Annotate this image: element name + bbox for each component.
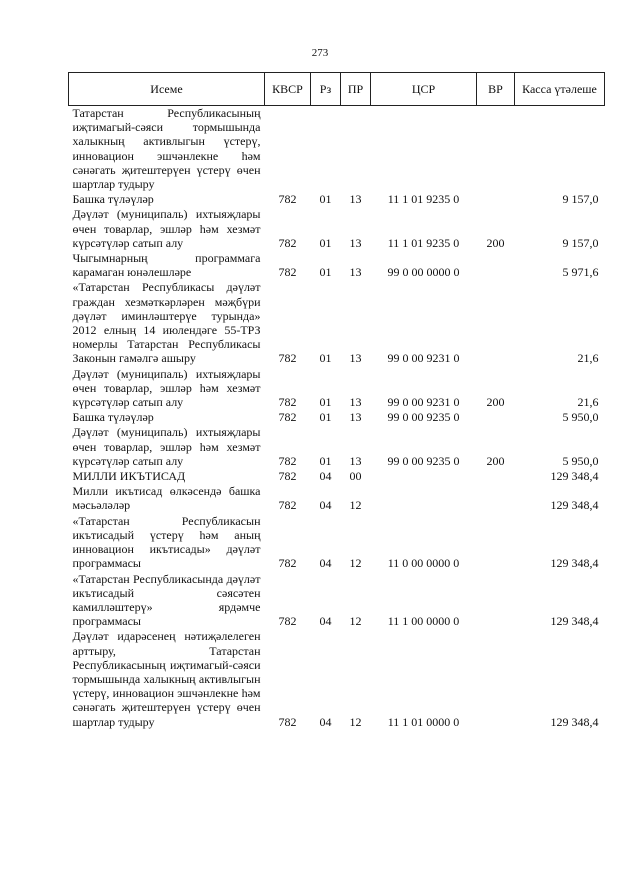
row-pr: 13 xyxy=(349,395,362,410)
row-csr: 99 0 00 9235 0 xyxy=(387,453,460,468)
row-pr: 12 xyxy=(349,498,362,513)
row-name: «Татарстан Республикасы дәүләт граждан хезмәткәрләрен мәҗбүри дәүләт иминләштерүе турында» 2012 елның 14 июлендәге 55-ТРЗ номерлы Татарстан Республикасы Законын гамәлгә ашыру xyxy=(72,280,261,366)
row-kvsr: 782 xyxy=(278,395,297,410)
row-pr: 00 xyxy=(349,469,362,484)
row-rz: 04 xyxy=(319,556,332,571)
table-row xyxy=(69,469,605,484)
table-row xyxy=(69,207,605,251)
row-name: МИЛЛИ ИКЪТИСАД xyxy=(72,469,186,484)
row-csr: 99 0 00 9235 0 xyxy=(387,410,460,425)
header-kvsr: КВСР xyxy=(265,73,311,106)
row-sum: 129 348,4 xyxy=(550,498,599,513)
row-pr: 13 xyxy=(349,410,362,425)
row-name: «Татарстан Республикасында дәүләт икътисадый сәясәтен камилләштерү» ярдәмче программасы xyxy=(72,571,261,629)
row-rz: 01 xyxy=(319,395,332,410)
row-sum: 21,6 xyxy=(577,351,599,366)
row-rz: 04 xyxy=(319,614,332,629)
row-rz: 01 xyxy=(319,192,332,207)
row-vr xyxy=(477,106,515,193)
header-csr: ЦСР xyxy=(371,73,477,106)
row-sum: 5 950,0 xyxy=(562,453,599,468)
header-rz: Рз xyxy=(311,73,341,106)
row-kvsr: 782 xyxy=(278,265,297,280)
row-vr: 200 xyxy=(486,453,505,468)
header-vr: ВР xyxy=(477,73,515,106)
row-rz: 01 xyxy=(319,265,332,280)
row-vr xyxy=(477,251,515,280)
table-row xyxy=(69,572,605,630)
table-row xyxy=(69,251,605,280)
row-kvsr: 782 xyxy=(278,351,297,366)
row-sum: 5 971,6 xyxy=(562,265,599,280)
row-pr: 13 xyxy=(349,351,362,366)
row-vr: 200 xyxy=(486,395,505,410)
row-csr: 11 1 01 9235 0 xyxy=(387,235,460,250)
row-rz: 04 xyxy=(319,469,332,484)
row-kvsr: 782 xyxy=(278,235,297,250)
row-name: Дәүләт (муниципаль) ихтыяҗлары өчен товарлар, эшләр һәм хезмәт күрсәтүләр сатып алу xyxy=(72,425,261,468)
table-body xyxy=(69,106,605,730)
row-sum: 129 348,4 xyxy=(550,714,599,729)
budget-execution-table xyxy=(68,72,605,730)
table-row xyxy=(69,484,605,513)
table-row xyxy=(69,192,605,207)
row-sum xyxy=(515,106,605,193)
row-vr xyxy=(477,629,515,729)
row-csr xyxy=(371,106,477,193)
row-sum: 9 157,0 xyxy=(562,235,599,250)
row-rz: 04 xyxy=(319,498,332,513)
row-name: «Татарстан Республикасын икътисадый үстерү һәм аның инновацион икътисады» дәүләт программасы xyxy=(72,513,261,571)
row-name: Чыгымнарның программага карамаган юнәлешләре xyxy=(72,251,261,280)
row-csr xyxy=(371,484,477,513)
row-csr xyxy=(371,469,477,484)
row-sum: 21,6 xyxy=(577,395,599,410)
row-csr: 99 0 00 9231 0 xyxy=(387,351,460,366)
row-kvsr: 782 xyxy=(278,714,297,729)
row-csr: 11 0 00 0000 0 xyxy=(387,556,460,571)
row-rz: 01 xyxy=(319,351,332,366)
row-kvsr: 782 xyxy=(278,192,297,207)
row-vr xyxy=(477,192,515,207)
row-vr xyxy=(477,572,515,630)
row-pr: 12 xyxy=(349,556,362,571)
row-kvsr: 782 xyxy=(278,469,297,484)
row-kvsr: 782 xyxy=(278,410,297,425)
table-header xyxy=(69,73,605,106)
header-pr: ПР xyxy=(341,73,371,106)
row-kvsr: 782 xyxy=(278,453,297,468)
row-pr: 13 xyxy=(349,265,362,280)
row-kvsr: 782 xyxy=(278,614,297,629)
row-vr xyxy=(477,469,515,484)
row-vr xyxy=(477,514,515,572)
row-rz xyxy=(311,106,341,193)
row-name: Дәүләт (муниципаль) ихтыяҗлары өчен товарлар, эшләр һәм хезмәт күрсәтүләр сатып алу xyxy=(72,366,261,410)
row-rz: 01 xyxy=(319,453,332,468)
row-name: Татарстан Республикасының иҗтимагый-сәяси тормышында халыкның активлыгын үстерү, инновацион эшчәнлекнe һәм сәнәгать җитештерүен үстерү өчен шартлар тудыру xyxy=(72,106,261,192)
table-row xyxy=(69,367,605,411)
row-pr: 13 xyxy=(349,192,362,207)
row-csr: 99 0 00 0000 0 xyxy=(387,265,460,280)
row-vr xyxy=(477,410,515,425)
table-row xyxy=(69,514,605,572)
table-row xyxy=(69,425,605,469)
table-row xyxy=(69,280,605,366)
row-sum: 9 157,0 xyxy=(562,192,599,207)
row-rz: 01 xyxy=(319,235,332,250)
row-sum: 5 950,0 xyxy=(562,410,599,425)
row-rz: 04 xyxy=(319,714,332,729)
row-pr: 13 xyxy=(349,235,362,250)
table-row xyxy=(69,410,605,425)
row-kvsr xyxy=(265,106,311,193)
row-csr: 11 1 00 0000 0 xyxy=(387,614,460,629)
row-csr: 99 0 00 9231 0 xyxy=(387,395,460,410)
header-name: Исеме xyxy=(69,73,265,106)
row-pr: 13 xyxy=(349,453,362,468)
row-name: Дәүләт (муниципаль) ихтыяҗлары өчен товарлар, эшләр һәм хезмәт күрсәтүләр сатып алу xyxy=(72,207,261,250)
row-csr: 11 1 01 0000 0 xyxy=(387,714,460,729)
row-vr: 200 xyxy=(486,235,505,250)
page-number: 273 xyxy=(311,47,329,59)
row-vr xyxy=(477,280,515,366)
row-kvsr: 782 xyxy=(278,556,297,571)
row-kvsr: 782 xyxy=(278,498,297,513)
row-name: Башка түләүләр xyxy=(72,410,154,425)
row-sum: 129 348,4 xyxy=(550,469,599,484)
table-row xyxy=(69,629,605,729)
row-vr xyxy=(477,484,515,513)
row-pr xyxy=(341,106,371,193)
row-sum: 129 348,4 xyxy=(550,614,599,629)
row-csr: 11 1 01 9235 0 xyxy=(387,192,460,207)
row-pr: 12 xyxy=(349,714,362,729)
row-sum: 129 348,4 xyxy=(550,556,599,571)
row-name: Дәүләт идарәсенең нәтиҗәлелеген арттыру, Татарстан Республикасының иҗтимагый-сәяси тормышында халыкның активлыгын үстерү, инновацион эшчәнлекнe һәм сәнәгать җитештерүен үстерү өчен шартлар тудыру xyxy=(72,629,261,729)
row-rz: 01 xyxy=(319,410,332,425)
table-row xyxy=(69,106,605,193)
row-name: Башка түләүләр xyxy=(72,192,154,207)
row-name: Милли икътисад өлкәсендә башка мәсьәләләр xyxy=(72,484,261,513)
row-pr: 12 xyxy=(349,614,362,629)
header-sum: Касса үтәлеше xyxy=(515,73,605,106)
